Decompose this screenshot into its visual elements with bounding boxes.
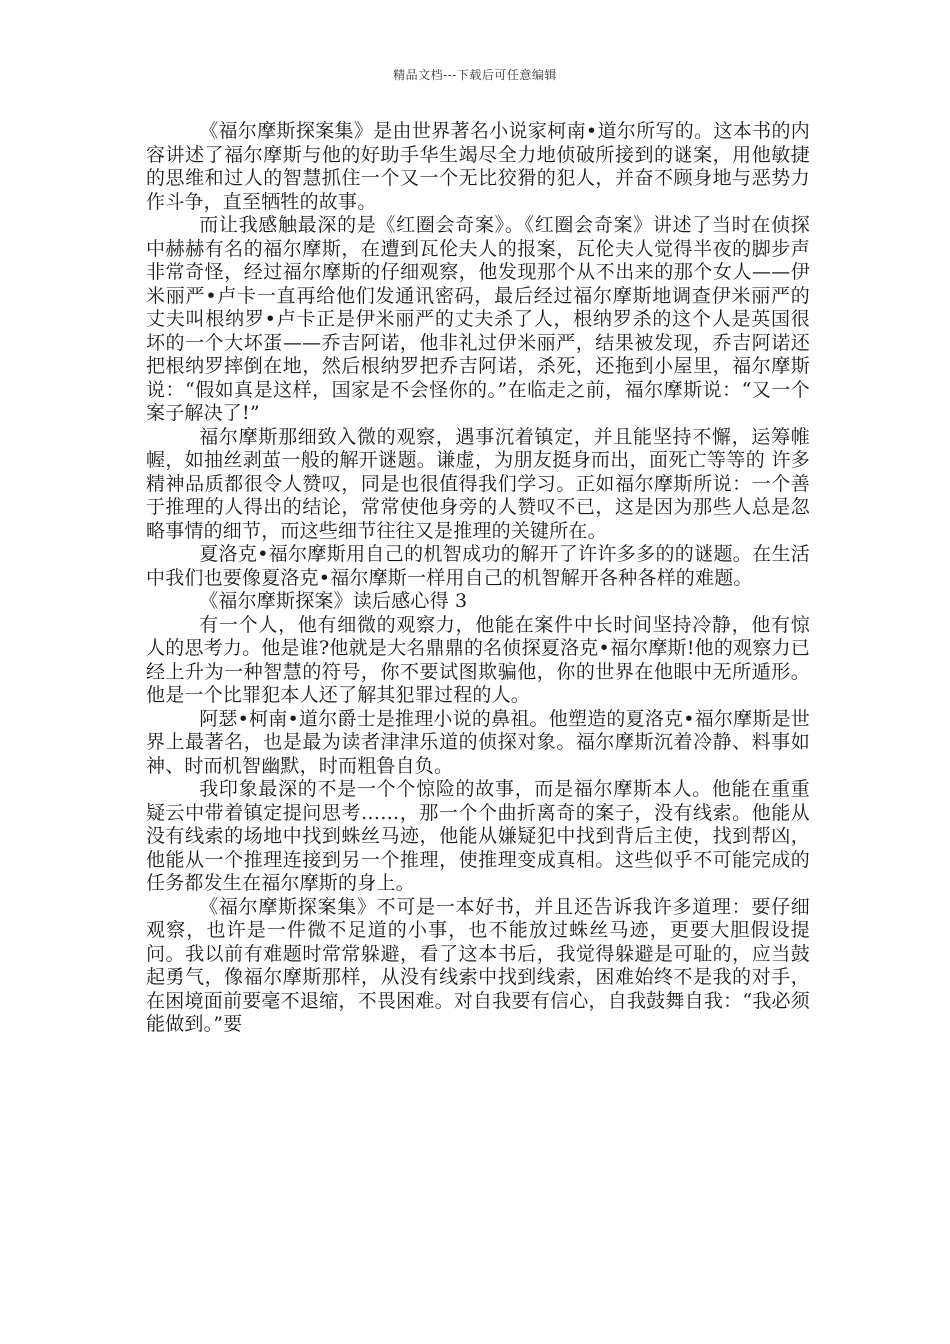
document-body <box>146 120 810 1037</box>
paragraph-4: 夏洛克•福尔摩斯用自己的机智成功的解开了许许多多的的谜题。在生活中我们也要像夏洛克•福尔摩斯一样用自己的机智解开各种各样的难题。 <box>146 543 810 589</box>
paragraph-2: 而让我感触最深的是《红圈会奇案》。《红圈会奇案》讲述了当时在侦探中赫赫有名的福尔摩斯，在遭到瓦伦夫人的报案，瓦伦夫人觉得半夜的脚步声非常奇怪，经过福尔摩斯的仔细观察，他发现那个从不出来的那个女人——伊米丽严•卢卡一直再给他们发通讯密码，最后经过福尔摩斯地调查伊米丽严的丈夫叫根纳罗•卢卡正是伊米丽严的丈夫杀了人，根纳罗杀的这个人是英国很坏的一个大坏蛋——乔吉阿诺，他非礼过伊米丽严，结果被发现，乔吉阿诺还把根纳罗摔倒在地，然后根纳罗把乔吉阿诺，杀死，还拖到小屋里，福尔摩斯说：“假如真是这样，国家是不会怪你的。”在临走之前，福尔摩斯说：“又一个案子解决了!” <box>146 214 810 424</box>
paragraph-5: 有一个人，他有细微的观察力，他能在案件中长时间坚持冷静，他有惊人的思考力。他是谁?他就是大名鼎鼎的名侦探夏洛克•福尔摩斯!他的观察力已经上升为一种智慧的符号，你不要试图欺骗他，你的世界在他眼中无所遁形。他是一个比罪犯本人还了解其犯罪过程的人。 <box>146 613 810 706</box>
paragraph-7: 我印象最深的不是一个个惊险的故事，而是福尔摩斯本人。他能在重重疑云中带着镇定提问思考……，那一个个曲折离奇的案子，没有线索。他能从没有线索的场地中找到蛛丝马迹，他能从嫌疑犯中找到背后主使，找到帮凶，他能从一个推理连接到另一个推理，使推理变成真相。这些似乎不可能完成的任务都发生在福尔摩斯的身上。 <box>146 778 810 894</box>
paragraph-3: 福尔摩斯那细致入微的观察，遇事沉着镇定，并且能坚持不懈，运筹帷幄，如抽丝剥茧一般的解开谜题。谦虚，为朋友挺身而出，面死亡等等的 许多精神品质都很令人赞叹，同是也很值得我们学习。正如福尔摩斯所说：一个善于推理的人得出的结论，常常使他身旁的人赞叹不已，这是因为那些人总是忽略事情的细节，而这些细节往往又是推理的关键所在。 <box>146 425 810 542</box>
paragraph-8: 《福尔摩斯探案集》不可是一本好书，并且还告诉我许多道理：要仔细观察，也许是一件微不足道的小事，也不能放过蛛丝马迹，更要大胆假设提问。我以前有难题时常常躲避，看了这本书后，我觉得躲避是可耻的，应当鼓起勇气，像福尔摩斯那样，从没有线索中找到线索，困难始终不是我的对手，在困境面前要毫不退缩，不畏困难。对自我要有信心，自我鼓舞自我：“我必须能做到。”要 <box>146 895 810 1035</box>
paragraph-6: 阿瑟•柯南•道尔爵士是推理小说的鼻祖。他塑造的夏洛克•福尔摩斯是世界上最著名，也是最为读者津津乐道的侦探对象。福尔摩斯沉着冷静、料事如神、时而机智幽默，时而粗鲁自负。 <box>146 707 810 777</box>
page-header: 精品文档---下载后可任意编辑 <box>393 68 557 82</box>
section-heading: 《福尔摩斯探案》读后感心得 3 <box>199 590 468 612</box>
paragraph-1: 《福尔摩斯探案集》是由世界著名小说家柯南•道尔所写的。这本书的内容讲述了福尔摩斯与他的好助手华生竭尽全力地侦破所接到的谜案，用他敏捷的思维和过人的智慧抓住一个又一个无比狡猾的犯人，并奋不顾身地与恶势力作斗争，直至牺牲的故事。 <box>146 120 810 213</box>
